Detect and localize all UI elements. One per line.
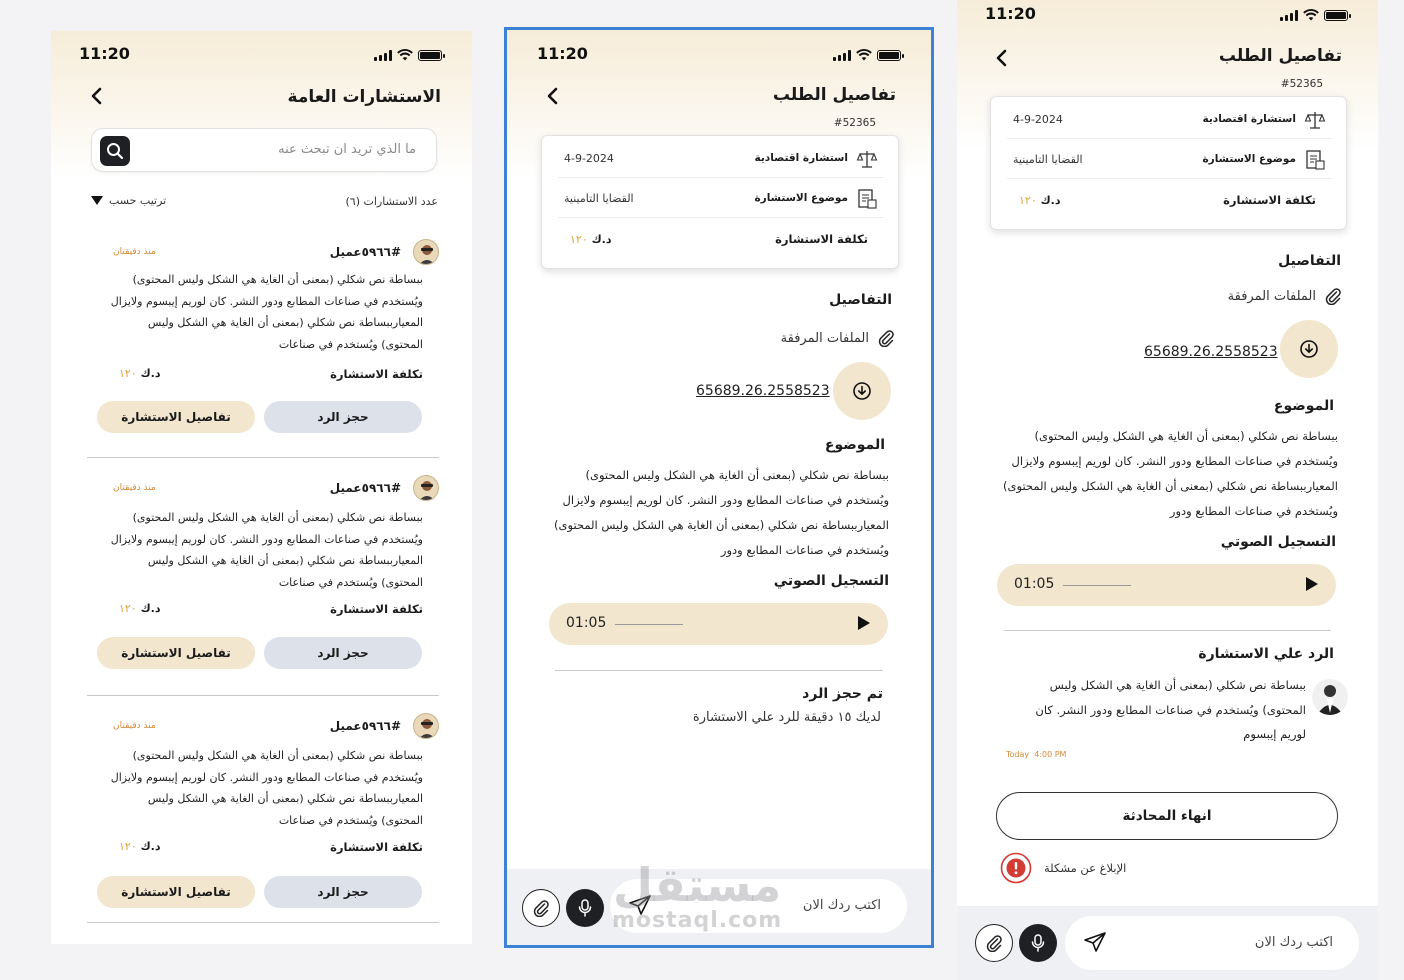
price [1013, 194, 1060, 207]
search-input[interactable]: ما الذي تريد ان تبحث عنه [278, 142, 416, 157]
divider [1004, 630, 1331, 631]
client-avatar [413, 239, 439, 265]
price-value: ١٢٠ [1019, 194, 1037, 207]
attachments-label: الملفات المرفقة [1227, 288, 1316, 304]
price [113, 367, 160, 380]
status-bar [51, 44, 472, 68]
search-button[interactable] [100, 136, 130, 166]
alert-icon [1000, 852, 1032, 884]
back-arrow-icon[interactable] [543, 86, 563, 106]
consultation-text: ببساطة نص شكلي (بمعنى أن الغاية هي الشكل وليس المحتوى) ويُستخدم في صناعات المطابع ودور النشر. كان لوريم إيبسوم ولايزال المعيارببساطة نص شكلي (بمعنى أن الغاية هي الشكل وليس المحتوى) ويُستخدم في صناعات [110, 749, 423, 827]
status-bar [957, 4, 1378, 28]
topic-heading: الموضوع [1273, 398, 1334, 414]
divider [555, 670, 883, 671]
document-icon [1304, 149, 1326, 171]
scales-icon [856, 148, 878, 170]
consultation-date: 4-9-2024 [564, 152, 614, 165]
send-button[interactable] [628, 894, 652, 920]
consultation-card [87, 235, 439, 453]
info-row-type [1007, 99, 1332, 139]
voice-heading: التسجيل الصوتي [1220, 534, 1336, 550]
consultation-date: 4-9-2024 [1013, 113, 1063, 126]
price-currency: د.ك [140, 367, 161, 380]
report-label: الإبلاغ عن مشكلة [1044, 861, 1127, 875]
info-row-topic [1007, 139, 1332, 179]
search-bar[interactable] [91, 128, 437, 172]
order-number: #52365 [1280, 78, 1323, 90]
page-title: تفاصيل الطلب [1218, 46, 1342, 66]
attachments-row [781, 329, 895, 347]
price-currency: د.ك [140, 602, 161, 615]
consultation-count: عدد الاستشارات (٦) [345, 195, 438, 208]
wifi-icon [397, 49, 413, 61]
audio-duration: 01:05 [1014, 576, 1055, 592]
caret-down-icon [91, 196, 103, 205]
topic-heading: الموضوع [824, 437, 885, 453]
audio-waveform [615, 624, 683, 625]
topic-label: موضوع الاستشارة [1202, 153, 1296, 165]
client-name: #٥٩٦٦عميل [329, 719, 401, 733]
download-button[interactable] [1280, 320, 1338, 378]
price-currency: د.ك [1040, 194, 1061, 207]
consultation-details-button[interactable]: تفاصيل الاستشارة [97, 401, 255, 433]
play-icon[interactable] [1306, 577, 1318, 591]
price-value: ١٢٠ [119, 367, 137, 380]
consultant-avatar [1312, 679, 1348, 715]
attached-file-link[interactable]: 65689.26.2558523 [1144, 344, 1278, 360]
paperclip-icon [985, 934, 1003, 952]
details-heading: التفاصيل [1278, 253, 1341, 269]
wifi-icon [1303, 9, 1319, 21]
status-icons [374, 49, 442, 61]
composer-bar [957, 906, 1378, 980]
signal-icon [1280, 10, 1298, 21]
reply-heading: الرد علي الاستشارة [1198, 646, 1334, 662]
paperclip-icon [877, 329, 895, 347]
document-icon [856, 188, 878, 210]
info-row-cost [1007, 179, 1332, 219]
download-icon [852, 381, 872, 401]
status-time: 11:20 [985, 4, 1036, 23]
screen-order-details-replied [957, 0, 1378, 980]
audio-player[interactable] [549, 603, 888, 645]
divider [87, 457, 439, 458]
composer-bar [507, 869, 931, 945]
cost-label: تكلفة الاستشارة [330, 840, 423, 854]
price [113, 840, 160, 853]
status-icons [1280, 9, 1348, 21]
book-reply-button[interactable]: حجز الرد [264, 401, 422, 433]
send-icon [1083, 931, 1107, 953]
paperclip-icon [1324, 287, 1342, 305]
book-reply-button[interactable]: حجز الرد [264, 637, 422, 669]
consultation-details-button[interactable]: تفاصيل الاستشارة [97, 876, 255, 908]
battery-icon [1324, 10, 1348, 21]
consultation-card [87, 471, 439, 689]
screen-general-consultations [51, 31, 472, 944]
audio-player[interactable] [997, 564, 1336, 606]
microphone-icon [1030, 934, 1046, 952]
price [113, 602, 160, 615]
mic-button[interactable] [566, 889, 604, 927]
reply-placeholder: اكتب ردك الان [802, 898, 881, 913]
attach-button[interactable] [975, 924, 1013, 962]
price [564, 233, 611, 246]
page-title: تفاصيل الطلب [772, 85, 896, 105]
order-info-card [990, 96, 1347, 230]
price-value: ١٢٠ [570, 233, 588, 246]
wifi-icon [856, 49, 872, 61]
topic-text: ببساطة نص شكلي (بمعنى أن الغاية هي الشكل وليس المحتوى) ويُستخدم في صناعات المطابع ودور النشر. كان لوريم إيبسوم ولايزال المعيارببساطة نص شكلي (بمعنى أن الغاية هي الشكل وليس المحتوى) ويُستخدم في صناعات المطابع ودور [1003, 429, 1338, 518]
cost-label: تكلفة الاستشارة [330, 367, 423, 381]
watermark-arabic: مستقل [613, 858, 782, 912]
page-title: الاستشارات العامة [287, 87, 441, 107]
divider [87, 922, 439, 923]
reply-input[interactable] [610, 879, 907, 933]
sort-label: ترتيب حسب [109, 194, 167, 207]
topic-label: موضوع الاستشارة [754, 192, 848, 204]
send-button[interactable] [1083, 931, 1107, 957]
client-avatar [413, 475, 439, 501]
battery-icon [418, 50, 442, 61]
back-arrow-icon[interactable] [87, 86, 107, 106]
end-chat-label: انهاء المحادثة [1122, 808, 1212, 824]
battery-icon [877, 50, 901, 61]
cost-label: تكلفة الاستشارة [330, 602, 423, 616]
booked-title: تم حجز الرد [802, 686, 883, 702]
cost-label: تكلفة الاستشارة [775, 232, 868, 246]
microphone-icon [577, 899, 593, 917]
info-row-type [558, 138, 884, 178]
audio-duration: 01:05 [566, 615, 607, 631]
book-reply-button[interactable]: حجز الرد [264, 876, 422, 908]
send-icon [628, 894, 652, 916]
consultation-type: استشارة اقتصادية [1202, 113, 1296, 125]
status-time: 11:20 [537, 44, 588, 63]
reply-input[interactable] [1065, 916, 1359, 970]
consultation-type: استشارة اقتصادية [754, 152, 848, 164]
order-number: #52365 [833, 117, 876, 129]
price-value: ١٢٠ [119, 602, 137, 615]
order-info-card [541, 135, 899, 269]
reply-text: ببساطة نص شكلي (بمعنى أن الغاية هي الشكل وليس المحتوى) ويُستخدم في صناعات المطابع ودور النشر. كان لوريم إيبسوم [1035, 678, 1306, 741]
voice-heading: التسجيل الصوتي [773, 573, 889, 589]
attach-button[interactable] [522, 889, 560, 927]
client-avatar [413, 713, 439, 739]
info-row-cost [558, 218, 884, 258]
time-ago: منذ دقيقتان [113, 483, 156, 493]
consultation-text: ببساطة نص شكلي (بمعنى أن الغاية هي الشكل وليس المحتوى) ويُستخدم في صناعات المطابع ودور النشر. كان لوريم إيبسوم ولايزال المعيارببساطة نص شكلي (بمعنى أن الغاية هي الشكل وليس المحتوى) ويُستخدم في صناعات [110, 273, 423, 351]
topic-value: القضايا التامينية [1013, 153, 1083, 166]
attachments-label: الملفات المرفقة [780, 330, 869, 346]
end-chat-button[interactable] [996, 792, 1338, 840]
report-problem-link[interactable] [1000, 852, 1126, 884]
search-icon [106, 142, 124, 160]
info-row-topic [558, 178, 884, 218]
scales-icon [1304, 109, 1326, 131]
price-value: ١٢٠ [119, 840, 137, 853]
topic-text: ببساطة نص شكلي (بمعنى أن الغاية هي الشكل وليس المحتوى) ويُستخدم في صناعات المطابع ودور النشر. كان لوريم إيبسوم ولايزال المعيارببساطة نص شكلي (بمعنى أن الغاية هي الشكل وليس المحتوى) ويُستخدم في صناعات المطابع ودور [554, 468, 889, 557]
time-ago: منذ دقيقتان [113, 247, 156, 257]
time-ago: منذ دقيقتان [113, 721, 156, 731]
details-heading: التفاصيل [829, 292, 892, 308]
divider [87, 695, 439, 696]
paperclip-icon [532, 899, 550, 917]
back-arrow-icon[interactable] [992, 48, 1012, 68]
topic-value: القضايا التامينية [564, 192, 634, 205]
consultation-details-button[interactable]: تفاصيل الاستشارة [97, 637, 255, 669]
audio-waveform [1063, 585, 1131, 586]
sort-dropdown[interactable] [91, 194, 166, 207]
reply-timestamp: Today 4:00 PM [1006, 750, 1067, 759]
mic-button[interactable] [1019, 924, 1057, 962]
play-icon[interactable] [858, 616, 870, 630]
consultation-card [87, 709, 439, 927]
status-time: 11:20 [79, 44, 130, 63]
consultation-text: ببساطة نص شكلي (بمعنى أن الغاية هي الشكل وليس المحتوى) ويُستخدم في صناعات المطابع ودور النشر. كان لوريم إيبسوم ولايزال المعيارببساطة نص شكلي (بمعنى أن الغاية هي الشكل وليس المحتوى) ويُستخدم في صناعات [110, 511, 423, 589]
screen-order-details-booked [504, 27, 934, 948]
price-currency: د.ك [140, 840, 161, 853]
download-button[interactable] [833, 362, 891, 420]
download-icon [1299, 339, 1319, 359]
status-bar [507, 44, 931, 68]
signal-icon [374, 50, 392, 61]
status-icons [833, 49, 901, 61]
client-name: #٥٩٦٦عميل [329, 245, 401, 259]
client-name: #٥٩٦٦عميل [329, 481, 401, 495]
price-currency: د.ك [591, 233, 612, 246]
signal-icon [833, 50, 851, 61]
attached-file-link[interactable]: 65689.26.2558523 [696, 383, 830, 399]
attachments-row [1228, 287, 1342, 305]
booked-subtitle: لديك ١٥ دقيقة للرد علي الاستشارة [692, 710, 881, 725]
watermark-latin: mostaql.com [612, 908, 783, 933]
reply-placeholder: اكتب ردك الان [1254, 935, 1333, 950]
cost-label: تكلفة الاستشارة [1223, 193, 1316, 207]
